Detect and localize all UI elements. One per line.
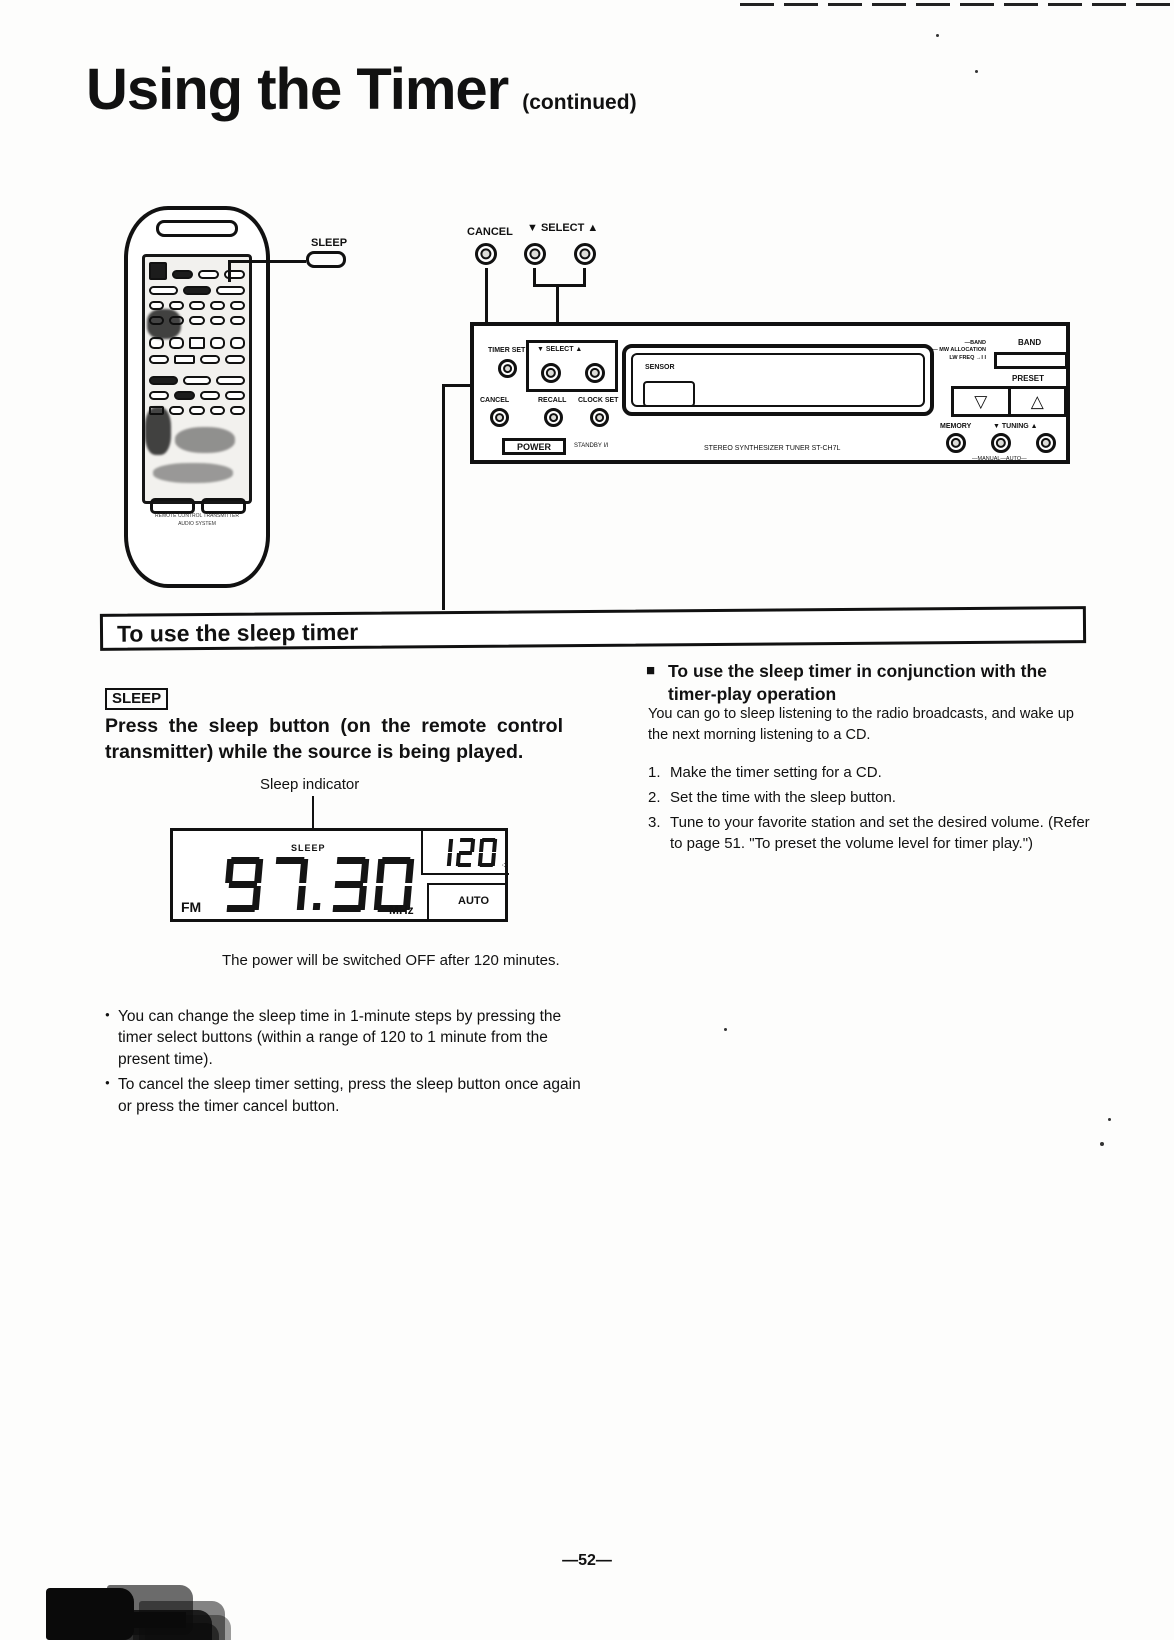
callout-line: [442, 384, 445, 610]
sleep-callout-line: [228, 260, 231, 282]
clock-set-button: [590, 408, 609, 427]
sleep-key-badge: SLEEP: [105, 688, 168, 710]
lcd-sleep-time-box: [421, 831, 509, 875]
lcd-band: FM: [181, 899, 202, 915]
note-item: ● You can change the sleep time in 1-minute steps by pressing the timer select buttons (within a range of 120 to 1 minute from the present time).: [105, 1006, 583, 1070]
lcd-sleep-unit-mark: ⁘: [501, 861, 508, 870]
conjunction-heading: ■ To use the sleep timer in conjunction with the timer-play operation: [646, 660, 1098, 706]
sleep-callout-button: [306, 251, 346, 268]
callout-line: [442, 384, 472, 387]
tuner-callout-select-label: ▼ SELECT ▲: [527, 222, 599, 234]
step-item: Tune to your favorite station and set the desired volume. (Refer to page 51. "To preset the volume level for timer play."): [670, 813, 1090, 853]
lcd-auto-box: [427, 883, 505, 919]
model-label: STEREO SYNTHESIZER TUNER ST-CH7L: [704, 445, 841, 452]
preset-buttons: [951, 386, 1067, 417]
conjunction-intro: You can go to sleep listening to the radio broadcasts, and wake up the next morning listening to a CD.: [648, 706, 1074, 743]
sleep-callout-label: SLEEP: [311, 237, 348, 249]
scan-artifact-line: [740, 3, 1170, 6]
timer-set-label: TIMER SET: [488, 347, 526, 354]
preset-label: PRESET: [1012, 374, 1045, 383]
cancel-label: CANCEL: [480, 397, 510, 404]
tuner-callout-cancel-label: CANCEL: [467, 226, 513, 238]
select-down-button: [541, 363, 561, 383]
band-label: BAND: [1018, 338, 1042, 347]
band-small-2: — MW ALLOCATION: [932, 347, 986, 354]
tuning-down-button: [991, 433, 1011, 453]
band-small-1: —BAND: [964, 340, 986, 346]
memory-label: MEMORY: [940, 423, 972, 430]
sleep-callout-line: [228, 260, 306, 263]
page-title-continued: (continued): [522, 91, 637, 114]
sleep-instruction: Press the sleep button (on the remote control transmitter) while the source is being played.: [105, 715, 563, 763]
scan-speck: [975, 70, 978, 73]
power-button: POWER: [502, 438, 566, 455]
sensor-window: [643, 381, 695, 407]
select-down-callout-button: [524, 243, 546, 265]
standby-label: STANDBY I/I: [574, 443, 609, 449]
scan-speck: [1100, 1142, 1104, 1146]
section-header: [100, 606, 1086, 651]
clock-set-label: CLOCK SET: [578, 397, 619, 404]
scan-speck: [936, 34, 939, 37]
conjunction-steps: [648, 762, 1100, 858]
scan-speck: [724, 1028, 727, 1031]
select-label: ▼ SELECT ▲: [537, 346, 583, 353]
cancel-callout-button: [475, 243, 497, 265]
lcd-frequency-digits: [223, 857, 415, 912]
select-box: [526, 340, 618, 392]
tuning-up-button: [1036, 433, 1056, 453]
sleep-notes: [105, 1006, 583, 1121]
lcd-sleep-indicator: SLEEP: [291, 843, 326, 853]
select-up-button: [585, 363, 605, 383]
cancel-button: [490, 408, 509, 427]
timer-set-button: [498, 359, 517, 378]
lcd-sleep-time-digits: [434, 838, 498, 867]
remote-emitter: [156, 220, 238, 237]
band-allocation-text: [872, 340, 986, 362]
band-button: [994, 352, 1068, 369]
lcd-display-figure: [170, 828, 508, 922]
remote-control-illustration: [124, 206, 270, 588]
callout-line: [533, 284, 586, 287]
page-number: —52—: [562, 1552, 612, 1569]
manual-auto-label: —MANUAL—AUTO—: [972, 456, 1027, 462]
scan-speck: [1108, 1118, 1111, 1121]
remote-button-panel: [142, 254, 252, 504]
preset-down-button: ▽: [951, 386, 1011, 417]
memory-button: [946, 433, 966, 453]
note-item: ● To cancel the sleep timer setting, press the sleep button once again or press the timer cancel button.: [105, 1074, 583, 1117]
lcd-frequency-unit: MHz: [389, 903, 414, 917]
page-title-text: Using the Timer: [86, 57, 509, 122]
tuning-label: ▼ TUNING ▲: [993, 423, 1038, 430]
sleep-indicator-label: Sleep indicator: [260, 776, 360, 793]
recall-label: RECALL: [538, 397, 567, 404]
section-header-text: To use the sleep timer: [116, 618, 359, 647]
select-up-callout-button: [574, 243, 596, 265]
step-item: Set the time with the sleep button.: [670, 788, 896, 806]
preset-up-button: △: [1009, 386, 1068, 417]
remote-footer-line2: AUDIO SYSTEM: [178, 520, 216, 527]
tuner-front-panel: [470, 322, 1070, 464]
page-title: [86, 56, 637, 123]
remote-footer-text: [128, 513, 266, 528]
remote-footer-line1: REMOTE CONTROL TRANSMITTER: [155, 513, 239, 519]
step-item: Make the timer setting for a CD.: [670, 764, 882, 781]
scan-smudge: [46, 1588, 134, 1640]
sensor-label: SENSOR: [645, 364, 675, 371]
lcd-auto-indicator: AUTO: [458, 895, 489, 907]
band-small-3: LW FREQ →I I: [949, 354, 986, 361]
recall-button: [544, 408, 563, 427]
display-caption: The power will be switched OFF after 120 minutes.: [222, 952, 560, 969]
remote-volume-buttons: [150, 498, 246, 514]
